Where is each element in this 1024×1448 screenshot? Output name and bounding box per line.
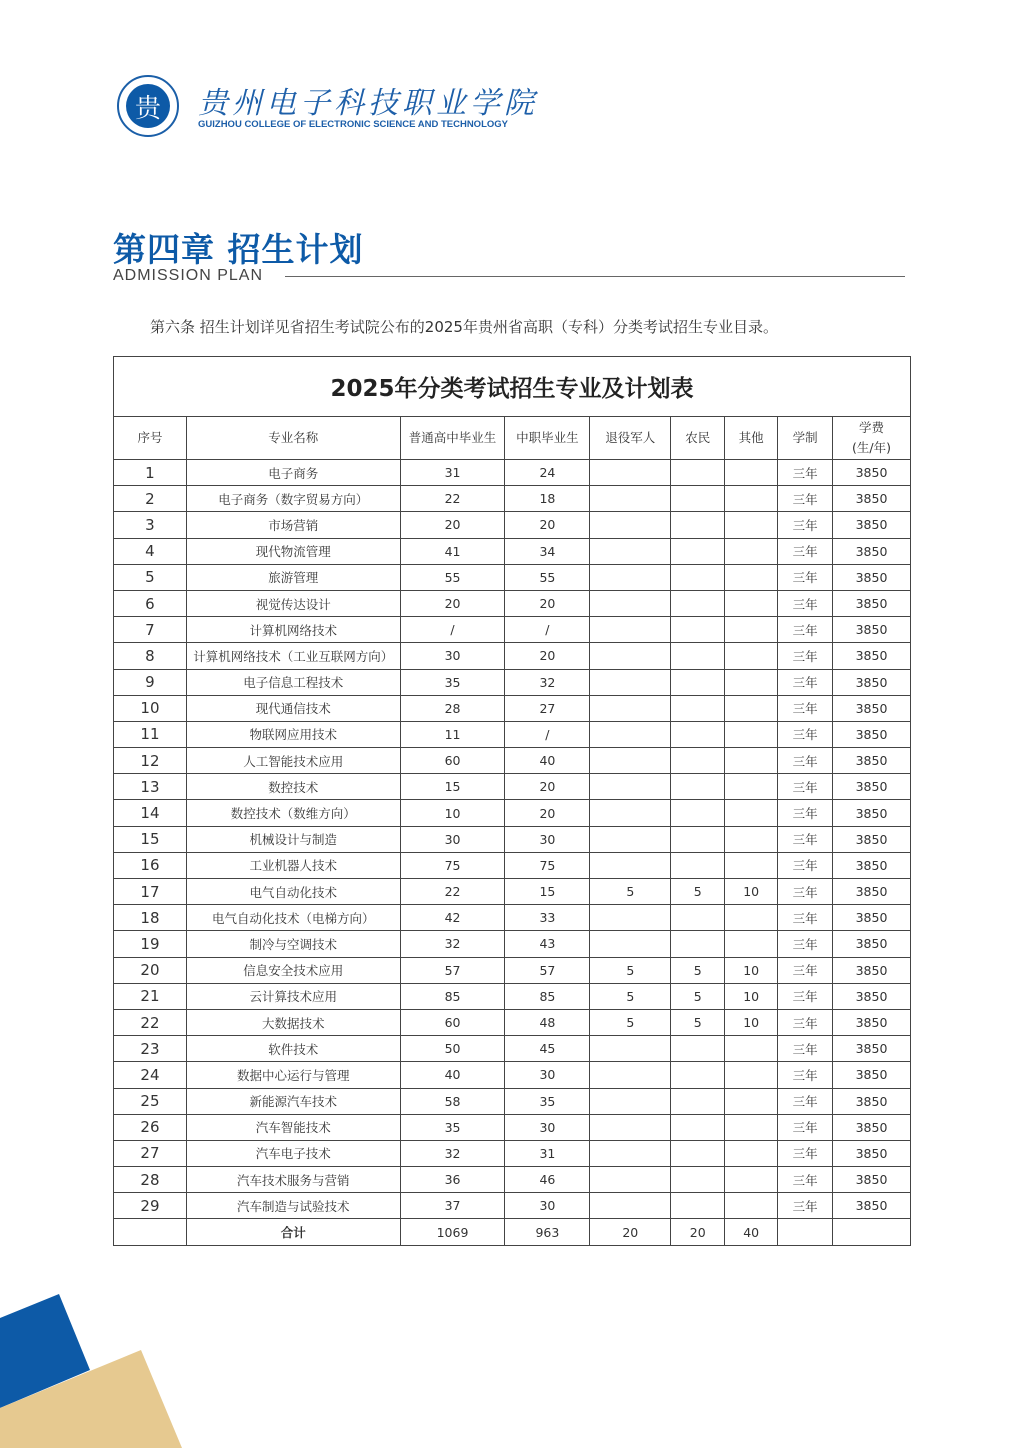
table-cell: 三年 xyxy=(778,826,833,852)
table-cell: 云计算技术应用 xyxy=(186,983,400,1009)
table-cell: 24 xyxy=(505,460,590,486)
table-cell: 30 xyxy=(505,1062,590,1088)
table-cell: 30 xyxy=(400,643,505,669)
table-cell: 20 xyxy=(505,774,590,800)
table-cell: 3850 xyxy=(833,931,911,957)
table-cell: 大数据技术 xyxy=(186,1009,400,1035)
table-cell: 25 xyxy=(114,1088,187,1114)
table-cell: 人工智能技术应用 xyxy=(186,748,400,774)
table-cell: 3850 xyxy=(833,879,911,905)
table-cell: 三年 xyxy=(778,1114,833,1140)
table-cell: 三年 xyxy=(778,564,833,590)
table-cell: 电子商务 xyxy=(186,460,400,486)
table-cell: 3850 xyxy=(833,721,911,747)
table-cell: 3850 xyxy=(833,512,911,538)
table-cell: 30 xyxy=(505,1193,590,1219)
table-cell: 8 xyxy=(114,643,187,669)
table-cell: 57 xyxy=(400,957,505,983)
table-cell: 35 xyxy=(400,1114,505,1140)
table-cell: 三年 xyxy=(778,1062,833,1088)
table-cell: 33 xyxy=(505,905,590,931)
table-cell: 22 xyxy=(400,879,505,905)
column-header: 专业名称 xyxy=(186,417,400,460)
table-cell: 软件技术 xyxy=(186,1036,400,1062)
table-cell: 3850 xyxy=(833,643,911,669)
table-cell: 电气自动化技术（电梯方向） xyxy=(186,905,400,931)
table-cell: 三年 xyxy=(778,879,833,905)
table-cell: 合计 xyxy=(186,1219,400,1245)
table-cell: 12 xyxy=(114,748,187,774)
table-cell: 现代物流管理 xyxy=(186,538,400,564)
table-cell: 三年 xyxy=(778,1167,833,1193)
table-cell: 5 xyxy=(590,957,671,983)
table-cell: 汽车技术服务与营销 xyxy=(186,1167,400,1193)
table-cell: 3850 xyxy=(833,617,911,643)
table-cell: 电气自动化技术 xyxy=(186,879,400,905)
table-cell: 18 xyxy=(505,486,590,512)
table-cell: 10 xyxy=(400,800,505,826)
table-cell: 机械设计与制造 xyxy=(186,826,400,852)
table-cell: 信息安全技术应用 xyxy=(186,957,400,983)
table-cell: 3850 xyxy=(833,957,911,983)
table-cell: 32 xyxy=(400,1140,505,1166)
table-cell: 75 xyxy=(400,852,505,878)
table-cell: 26 xyxy=(114,1114,187,1140)
table-cell: 三年 xyxy=(778,669,833,695)
table-cell: 30 xyxy=(505,1114,590,1140)
table-cell: 制冷与空调技术 xyxy=(186,931,400,957)
table-cell: 视觉传达设计 xyxy=(186,590,400,616)
table-cell: 41 xyxy=(400,538,505,564)
article-paragraph: 第六条 招生计划详见省招生考试院公布的2025年贵州省高职（专科）分类考试招生专业目录。 xyxy=(150,318,778,336)
table-cell: 55 xyxy=(400,564,505,590)
table-cell: 汽车电子技术 xyxy=(186,1140,400,1166)
table-cell: 6 xyxy=(114,590,187,616)
table-cell: 36 xyxy=(400,1167,505,1193)
table-cell: 三年 xyxy=(778,931,833,957)
table-cell: 3850 xyxy=(833,1193,911,1219)
table-cell: 43 xyxy=(505,931,590,957)
table-cell: 5 xyxy=(671,879,725,905)
column-header: 学费 (生/年) xyxy=(833,417,911,460)
table-cell: 三年 xyxy=(778,1036,833,1062)
table-cell: 20 xyxy=(505,590,590,616)
table-cell: 三年 xyxy=(778,1193,833,1219)
table-cell: 10 xyxy=(725,879,778,905)
table-cell: 22 xyxy=(400,486,505,512)
table-cell: 60 xyxy=(400,1009,505,1035)
table-cell: 40 xyxy=(725,1219,778,1245)
table-cell: 3850 xyxy=(833,486,911,512)
table-cell: 5 xyxy=(590,1009,671,1035)
table-cell: 35 xyxy=(505,1088,590,1114)
table-cell: 3850 xyxy=(833,1088,911,1114)
table-cell: 3850 xyxy=(833,748,911,774)
table-cell: 3850 xyxy=(833,826,911,852)
column-header: 学制 xyxy=(778,417,833,460)
table-cell: 15 xyxy=(505,879,590,905)
table-cell: 27 xyxy=(505,695,590,721)
table-cell: 新能源汽车技术 xyxy=(186,1088,400,1114)
table-cell: 20 xyxy=(400,512,505,538)
table-cell: 三年 xyxy=(778,643,833,669)
table-cell: 85 xyxy=(400,983,505,1009)
table-cell: 11 xyxy=(114,721,187,747)
table-cell: 19 xyxy=(114,931,187,957)
table-cell: 3850 xyxy=(833,460,911,486)
table-cell: 55 xyxy=(505,564,590,590)
table-cell: 20 xyxy=(505,643,590,669)
table-cell: 三年 xyxy=(778,538,833,564)
table-cell: 三年 xyxy=(778,486,833,512)
table-cell: 20 xyxy=(590,1219,671,1245)
column-header: 其他 xyxy=(725,417,778,460)
table-cell: 10 xyxy=(725,983,778,1009)
table-cell: 14 xyxy=(114,800,187,826)
table-cell: 20 xyxy=(114,957,187,983)
table-cell: 3850 xyxy=(833,1114,911,1140)
table-cell: 32 xyxy=(400,931,505,957)
table-cell: 5 xyxy=(114,564,187,590)
table-cell: 3850 xyxy=(833,800,911,826)
table-title: 2025年分类考试招生专业及计划表 xyxy=(114,357,911,417)
table-cell: 汽车智能技术 xyxy=(186,1114,400,1140)
table-cell: 三年 xyxy=(778,1140,833,1166)
table-cell: 5 xyxy=(590,879,671,905)
table-cell: 40 xyxy=(505,748,590,774)
table-cell: 10 xyxy=(725,1009,778,1035)
table-cell: 三年 xyxy=(778,1088,833,1114)
table-cell: 三年 xyxy=(778,905,833,931)
table-cell: 31 xyxy=(400,460,505,486)
table-cell: 42 xyxy=(400,905,505,931)
table-cell: 汽车制造与试验技术 xyxy=(186,1193,400,1219)
table-cell: 数控技术（数维方向） xyxy=(186,800,400,826)
table-cell: 50 xyxy=(400,1036,505,1062)
table-cell: 20 xyxy=(505,800,590,826)
table-cell: 24 xyxy=(114,1062,187,1088)
table-cell: 三年 xyxy=(778,617,833,643)
column-header: 普通高中毕业生 xyxy=(400,417,505,460)
table-cell: 15 xyxy=(400,774,505,800)
table-cell: 3850 xyxy=(833,590,911,616)
table-cell: 3 xyxy=(114,512,187,538)
table-cell: 数控技术 xyxy=(186,774,400,800)
table-cell: 29 xyxy=(114,1193,187,1219)
chapter-subtitle: ADMISSION PLAN xyxy=(113,267,264,284)
table-cell: 10 xyxy=(725,957,778,983)
table-cell: 23 xyxy=(114,1036,187,1062)
table-cell: 963 xyxy=(505,1219,590,1245)
table-cell: 40 xyxy=(400,1062,505,1088)
table-cell: 27 xyxy=(114,1140,187,1166)
table-cell: 三年 xyxy=(778,695,833,721)
table-cell: 5 xyxy=(671,1009,725,1035)
table-cell: 46 xyxy=(505,1167,590,1193)
table-cell: 3850 xyxy=(833,905,911,931)
table-cell: 1069 xyxy=(400,1219,505,1245)
table-cell: 3850 xyxy=(833,1140,911,1166)
table-cell: 7 xyxy=(114,617,187,643)
table-cell: 三年 xyxy=(778,800,833,826)
table-cell: 37 xyxy=(400,1193,505,1219)
table-cell: 3850 xyxy=(833,538,911,564)
table-cell: 三年 xyxy=(778,721,833,747)
table-cell: 11 xyxy=(400,721,505,747)
table-cell: 9 xyxy=(114,669,187,695)
table-cell: 5 xyxy=(671,957,725,983)
table-cell: 现代通信技术 xyxy=(186,695,400,721)
table-cell: / xyxy=(400,617,505,643)
chapter-title: 第四章 招生计划 xyxy=(113,230,364,269)
table-cell: 58 xyxy=(400,1088,505,1114)
table-cell: 85 xyxy=(505,983,590,1009)
table-cell: 3850 xyxy=(833,695,911,721)
table-cell: 5 xyxy=(590,983,671,1009)
table-cell: 3850 xyxy=(833,564,911,590)
table-cell: 三年 xyxy=(778,957,833,983)
table-cell: 17 xyxy=(114,879,187,905)
table-cell: 28 xyxy=(114,1167,187,1193)
table-cell: 20 xyxy=(505,512,590,538)
table-cell: 3850 xyxy=(833,1062,911,1088)
table-cell: 31 xyxy=(505,1140,590,1166)
table-cell: 旅游管理 xyxy=(186,564,400,590)
table-cell: 22 xyxy=(114,1009,187,1035)
table-cell: 34 xyxy=(505,538,590,564)
table-cell: 三年 xyxy=(778,512,833,538)
table-cell: 28 xyxy=(400,695,505,721)
table-cell: 三年 xyxy=(778,1009,833,1035)
table-cell: 57 xyxy=(505,957,590,983)
logo-emblem: 贵 xyxy=(126,84,170,128)
table-cell: 3850 xyxy=(833,1036,911,1062)
table-cell: 32 xyxy=(505,669,590,695)
table-cell: 工业机器人技术 xyxy=(186,852,400,878)
table-cell: 计算机网络技术 xyxy=(186,617,400,643)
column-header: 序号 xyxy=(114,417,187,460)
table-cell: 电子商务（数字贸易方向） xyxy=(186,486,400,512)
table-cell: 75 xyxy=(505,852,590,878)
table-cell: 三年 xyxy=(778,774,833,800)
table-cell: 3850 xyxy=(833,774,911,800)
table-cell: 三年 xyxy=(778,852,833,878)
table-cell: 3850 xyxy=(833,669,911,695)
table-cell: 5 xyxy=(671,983,725,1009)
column-header: 中职毕业生 xyxy=(505,417,590,460)
column-header: 退役军人 xyxy=(590,417,671,460)
table-cell: 35 xyxy=(400,669,505,695)
table-cell: 4 xyxy=(114,538,187,564)
table-cell: 48 xyxy=(505,1009,590,1035)
table-cell: 三年 xyxy=(778,748,833,774)
table-cell: 15 xyxy=(114,826,187,852)
table-cell: 20 xyxy=(671,1219,725,1245)
table-cell: 18 xyxy=(114,905,187,931)
college-name-cn: 贵州电子科技职业学院 xyxy=(198,86,538,121)
table-cell: 60 xyxy=(400,748,505,774)
table-cell: 3850 xyxy=(833,1167,911,1193)
table-cell: / xyxy=(505,721,590,747)
table-cell: 30 xyxy=(505,826,590,852)
table-cell: 13 xyxy=(114,774,187,800)
table-cell: 30 xyxy=(400,826,505,852)
table-cell: 物联网应用技术 xyxy=(186,721,400,747)
table-cell: 1 xyxy=(114,460,187,486)
table-cell: 3850 xyxy=(833,1009,911,1035)
table-cell: 3850 xyxy=(833,983,911,1009)
table-cell: 3850 xyxy=(833,852,911,878)
table-cell: 三年 xyxy=(778,983,833,1009)
table-cell: 计算机网络技术（工业互联网方向） xyxy=(186,643,400,669)
table-cell: 三年 xyxy=(778,590,833,616)
column-header: 农民 xyxy=(671,417,725,460)
table-cell: 2 xyxy=(114,486,187,512)
table-cell: 市场营销 xyxy=(186,512,400,538)
table-cell: 电子信息工程技术 xyxy=(186,669,400,695)
table-cell: 数据中心运行与管理 xyxy=(186,1062,400,1088)
table-cell: 16 xyxy=(114,852,187,878)
table-cell: 45 xyxy=(505,1036,590,1062)
table-cell: 10 xyxy=(114,695,187,721)
table-cell: 21 xyxy=(114,983,187,1009)
table-cell: / xyxy=(505,617,590,643)
table-cell: 三年 xyxy=(778,460,833,486)
table-cell: 20 xyxy=(400,590,505,616)
college-name-en: GUIZHOU COLLEGE OF ELECTRONIC SCIENCE AND TECHNOLOGY xyxy=(198,119,508,130)
